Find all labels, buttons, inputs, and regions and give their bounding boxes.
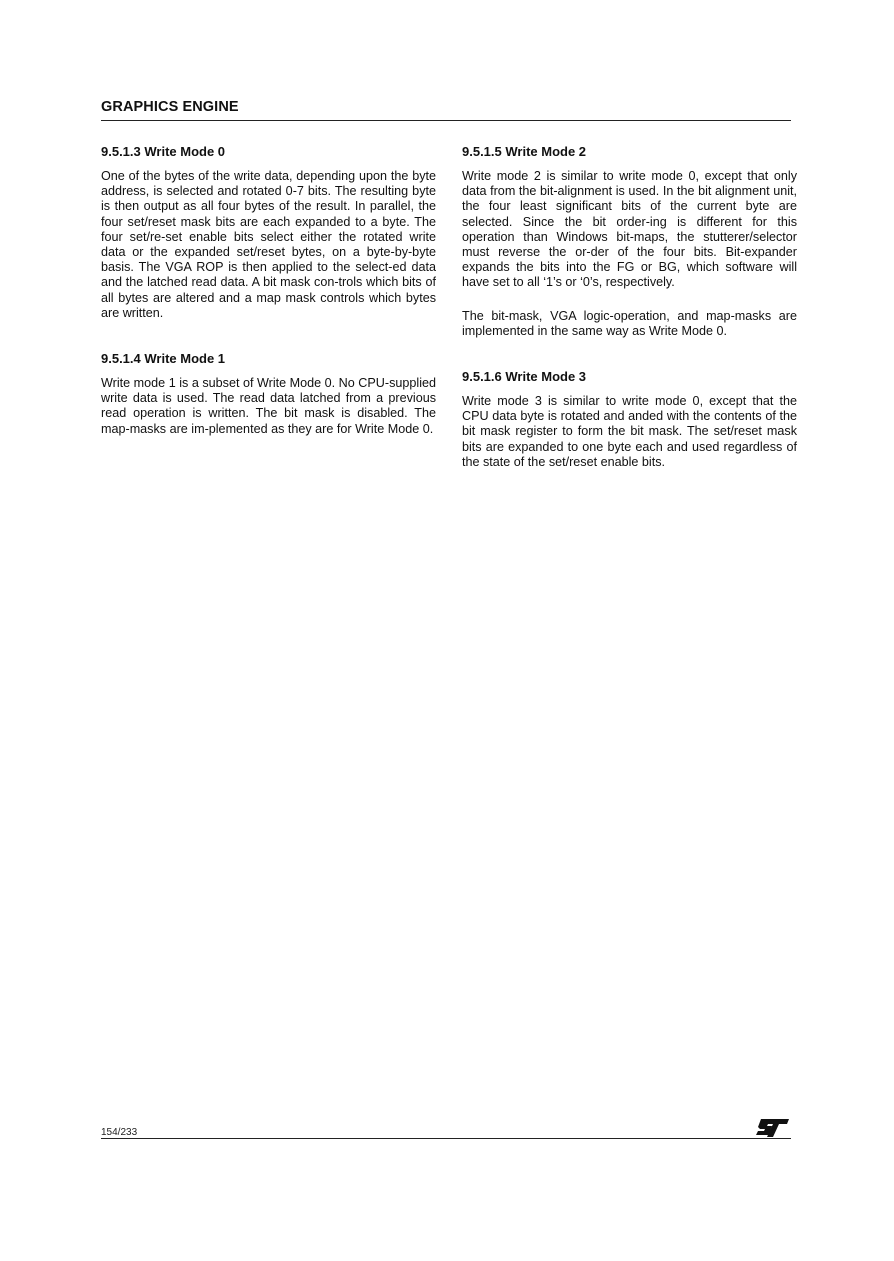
left-column — [101, 144, 436, 437]
section-heading-write-mode-3: 9.5.1.6 Write Mode 3 — [462, 369, 587, 385]
section-heading-write-mode-1: 9.5.1.4 Write Mode 1 — [101, 351, 226, 367]
section-body-write-mode-2: Write mode 2 is similar to write mode 0, except that only data from the bit-alignment is used. In the bit alignment unit, the four least significant bits of the current byte are selected. Since the bit order-ing is different for this operation than Windows bit-maps, the stutterer/selector must reverse the or-der of the four bits. Bit-expander expands the bits into the FG or BG, which software will have set to all ‘1’s or ‘0’s, respectively. — [462, 169, 797, 290]
section-body-write-mode-0: One of the bytes of the write data, depending upon the byte address, is selected and rotated 0-7 bits. The resulting byte is then output as all four bytes of the result. In parallel, the four set/reset mask bits are each expanded to a byte. The four set/re-set enable bits select either the rotated write data or the expanded set/reset bytes, on a byte-by-byte basis. The VGA ROP is then applied to the select-ed data and the latched read data. A bit mask con-trols which bits of all bytes are altered and a map mask controls which bytes are written. — [101, 169, 436, 320]
section-body-write-mode-1: Write mode 1 is a subset of Write Mode 0. No CPU-supplied write data is used. The read data latched from a previous read operation is written. The bit mask is disabled. The map-masks are im-plemented as they are for Write Mode 0. — [101, 376, 436, 436]
section-heading-write-mode-2: 9.5.1.5 Write Mode 2 — [462, 144, 587, 159]
footer-divider — [101, 1138, 791, 1139]
section-body-write-mode-3: Write mode 3 is similar to write mode 0, except that the CPU data byte is rotated and anded with the contents of the bit mask register to form the bit mask. The set/reset mask bits are expanded to one byte each and used regardless of the state of the set/reset enable bits. — [462, 394, 797, 469]
section-body-write-mode-2-note: The bit-mask, VGA logic-operation, and map-masks are implemented in the same way as Write Mode 0. — [462, 308, 797, 338]
section-heading-write-mode-0: 9.5.1.3 Write Mode 0 — [101, 144, 226, 159]
header-divider — [101, 120, 791, 121]
right-column — [462, 144, 797, 470]
st-logo-icon — [755, 1117, 791, 1139]
page-header-title: GRAPHICS ENGINE — [101, 99, 239, 115]
page-number: 154/233 — [101, 1127, 138, 1138]
